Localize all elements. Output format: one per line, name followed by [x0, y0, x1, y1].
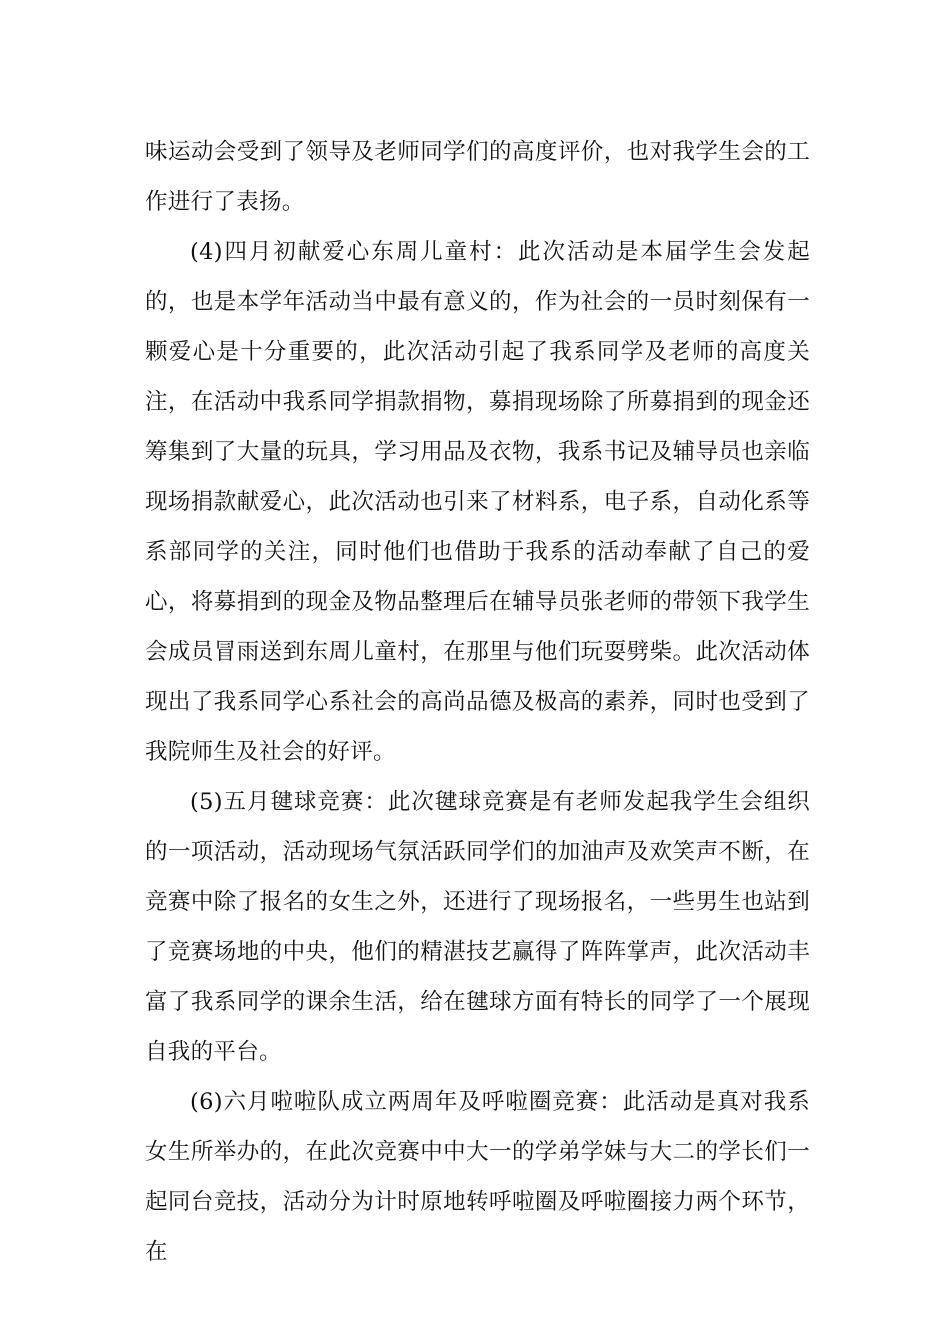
- paragraph-item-5: (5)五月毽球竞赛：此次毽球竞赛是有老师发起我学生会组织的一项活动，活动现场气氛活跃同学们的加油声及欢笑声不断，在竞赛中除了报名的女生之外，还进行了现场报名，一些男生也站到了竞赛场地的中央，他们的精湛技艺赢得了阵阵掌声，此次活动丰富了我系同学的课余生活，给在毽球方面有特长的同学了一个展现自我的平台。: [145, 789, 810, 1065]
- paragraph-continuation: 味运动会受到了领导及老师同学们的高度评价，也对我学生会的工作进行了表扬。: [145, 139, 810, 215]
- paragraph-item-6: (6)六月啦啦队成立两周年及呼啦圈竞赛：此活动是真对我系女生所举办的，在此次竞赛中中大一的学弟学妹与大二的学长们一起同台竞技，活动分为计时原地转呼啦圈及呼啦圈接力两个环节，在: [145, 1089, 810, 1265]
- paragraph-item-4: (4)四月初献爱心东周儿童村：此次活动是本届学生会发起的，也是本学年活动当中最有意义的，作为社会的一员时刻保有一颗爱心是十分重要的，此次活动引起了我系同学及老师的高度关注，在活动中我系同学捐款捐物，募捐现场除了所募捐到的现金还筹集到了大量的玩具，学习用品及衣物，我系书记及辅导员也亲临现场捐款献爱心，此次活动也引来了材料系，电子系，自动化系等系部同学的关注，同时他们也借助于我系的活动奉献了自己的爱心，将募捐到的现金及物品整理后在辅导员张老师的带领下我学生会成员冒雨送到东周儿童村，在那里与他们玩耍劈柴。此次活动体现出了我系同学心系社会的高尚品德及极高的素养，同时也受到了我院师生及社会的好评。: [145, 239, 810, 765]
- document-body: [145, 127, 810, 1277]
